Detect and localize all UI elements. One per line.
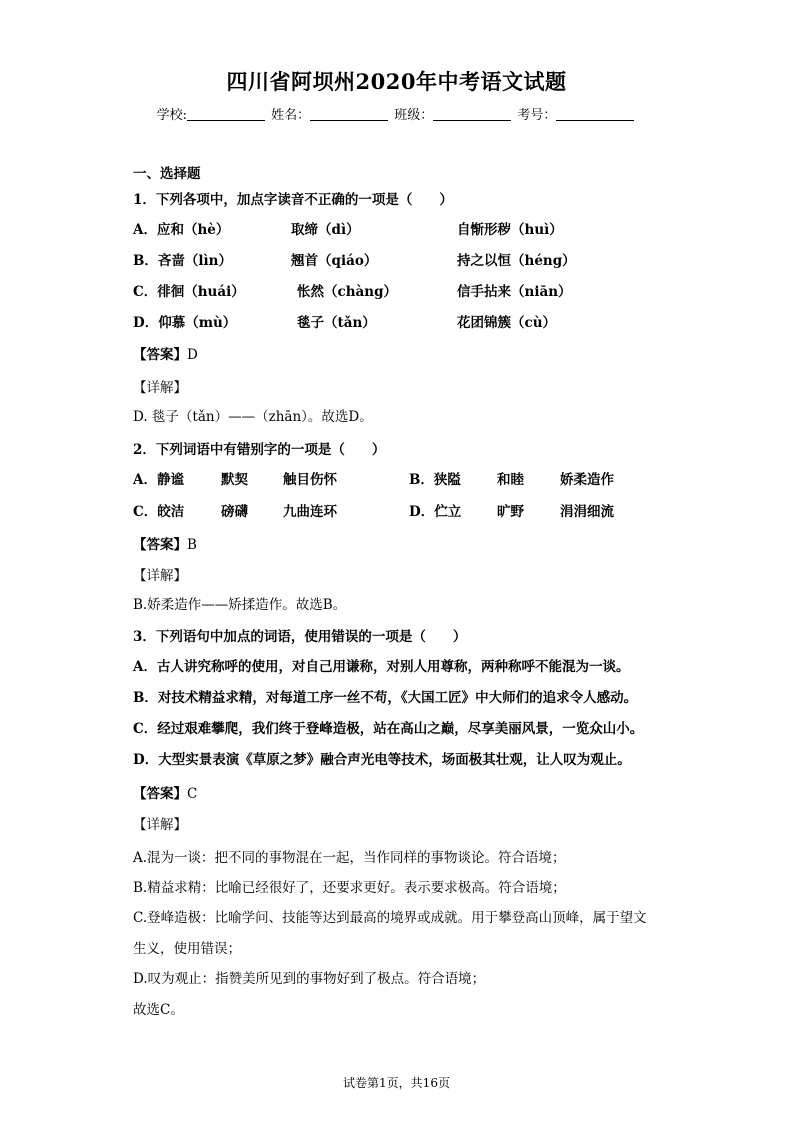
- q2-option-b2: 和睦: [497, 472, 524, 488]
- q3-answer: [133, 784, 197, 804]
- q2-option-a2: 默契: [221, 472, 248, 488]
- q1-option-b3: 持之以恒（héng）: [457, 253, 576, 269]
- q1-answer-value: D: [187, 347, 198, 363]
- q1-answer: [133, 345, 198, 365]
- q1-option-b1: B．吝啬（lìn）: [133, 253, 232, 269]
- q1-option-c1: C．徘徊（huái）: [133, 284, 245, 300]
- class-blank[interactable]: [433, 107, 511, 121]
- q1-explain-label: 【详解】: [133, 380, 187, 396]
- q1-option-d2: 毯子（tǎn）: [297, 315, 376, 331]
- q3-answer-label: 【答案】: [133, 786, 187, 802]
- q3-explain-line: C.登峰造极：比喻学问、技能等达到最高的境界或成就。用于攀登高山顶峰，属于望文: [133, 910, 647, 926]
- page-footer: 试卷第1页，共16页: [343, 1076, 450, 1090]
- q3-option-d: D．大型实景表演《草原之梦》融合声光电等技术，场面极其壮观，让人叹为观止。: [133, 752, 631, 768]
- q2-explain-label: 【详解】: [133, 568, 187, 584]
- q1-option-a2: 取缔（dì）: [291, 222, 360, 238]
- student-info-row: [0, 104, 793, 123]
- q2-option-b1: B．狭隘: [409, 472, 461, 488]
- q2-option-d3: 涓涓细流: [560, 504, 614, 520]
- name-label: 姓名：: [271, 108, 311, 123]
- q2-answer-label: 【答案】: [133, 537, 187, 553]
- q2-option-b3: 娇柔造作: [560, 472, 614, 488]
- q3-explain-line: B.精益求精：比喻已经很好了，还要求更好。表示要求极高。符合语境；: [133, 880, 566, 896]
- q3-explain-line: 故选C。: [133, 1002, 184, 1018]
- school-blank[interactable]: [187, 107, 265, 121]
- page-title: 四川省阿坝州2020年中考语文试题: [226, 69, 567, 94]
- q1-option-d3: 花团锦簇（cù）: [457, 315, 557, 331]
- q3-explain-line: A.混为一谈：把不同的事物混在一起，当作同样的事物谈论。符合语境；: [133, 850, 566, 866]
- q3-stem: 3．下列语句中加点的词语，使用错误的一项是（ ）: [133, 629, 467, 645]
- name-blank[interactable]: [310, 107, 388, 121]
- q3-answer-value: C: [187, 786, 198, 802]
- q3-option-b: B．对技术精益求精，对每道工序一丝不苟，《大国工匠》中大师们的追求令人感动。: [133, 690, 638, 706]
- q1-stem: 1．下列各项中，加点字读音不正确的一项是（ ）: [133, 192, 453, 208]
- q3-explain-line: 生义，使用错误；: [133, 941, 241, 957]
- q1-answer-label: 【答案】: [133, 347, 187, 363]
- q2-option-d1: D．伫立: [409, 504, 462, 520]
- exam-number-blank[interactable]: [556, 107, 634, 121]
- q2-option-a1: A．静谧: [133, 472, 184, 488]
- q1-option-a3: 自惭形秽（huì）: [457, 222, 563, 238]
- q2-explain: B.娇柔造作——矫揉造作。故选B。: [133, 597, 347, 613]
- q3-explain-line: D.叹为观止：指赞美所见到的事物好到了极点。符合语境；: [133, 971, 486, 987]
- q2-option-a3: 触目伤怀: [283, 472, 337, 488]
- q1-explain: D. 毯子（tǎn）——（zhān）。故选D。: [133, 409, 373, 425]
- q2-answer-value: B: [187, 537, 197, 553]
- section-heading: 一、选择题: [133, 166, 201, 182]
- q3-explain-label: 【详解】: [133, 817, 187, 833]
- school-label: 学校:: [156, 108, 187, 123]
- q1-option-b2: 翘首（qiáo）: [291, 253, 378, 269]
- q1-option-d1: D．仰慕（mù）: [133, 315, 237, 331]
- class-label: 班级：: [394, 108, 434, 123]
- q2-option-d2: 旷野: [497, 504, 524, 520]
- q2-option-c1: C．皎洁: [133, 504, 185, 520]
- q3-option-c: C．经过艰难攀爬，我们终于登峰造极，站在高山之巅，尽享美丽风景，一览众山小。: [133, 721, 644, 737]
- q3-option-a: A．古人讲究称呼的使用，对自己用谦称，对别人用尊称，两种称呼不能混为一谈。: [133, 659, 630, 675]
- exam-number-label: 考号：: [517, 108, 557, 123]
- q2-option-c3: 九曲连环: [283, 504, 337, 520]
- q2-stem: 2．下列词语中有错别字的一项是（ ）: [133, 442, 386, 458]
- q2-answer: [133, 535, 197, 555]
- q2-option-c2: 磅礴: [221, 504, 248, 520]
- q1-option-a1: A．应和（hè）: [133, 222, 230, 238]
- q1-option-c2: 怅然（chàng）: [297, 284, 398, 300]
- q1-option-c3: 信手拈来（niān）: [457, 284, 572, 300]
